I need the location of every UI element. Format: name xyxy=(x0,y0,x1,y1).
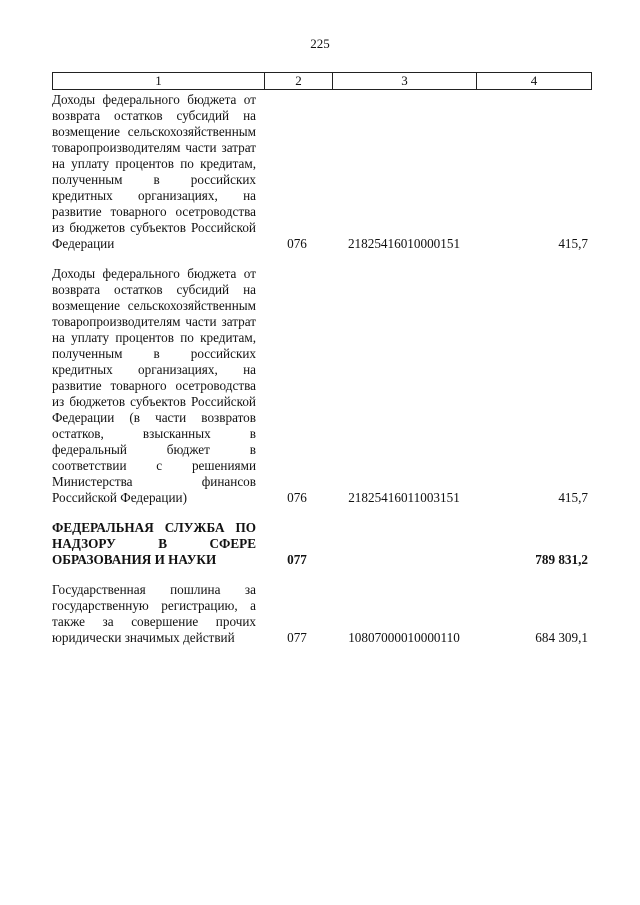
row-chapter-code: 076 xyxy=(287,236,307,251)
table-row xyxy=(52,92,592,252)
header-col-2: 2 xyxy=(265,73,333,89)
header-col-3: 3 xyxy=(333,73,477,89)
row-classification-code: 21825416010000151 xyxy=(347,236,461,251)
row-amount: 415,7 xyxy=(558,490,588,505)
row-classification-code: 10807000010000110 xyxy=(348,630,460,645)
row-name: Доходы федерального бюджета от возврата остатков субсидий на возмещение сельскохозяйственным товаропроизводителям части затрат на уплату процентов по кредитам, полученным в российских кредитных организациях, на развитие товарного осетроводства из бюджетов субъектов Российской Федерации xyxy=(52,92,256,251)
row-amount: 789 831,2 xyxy=(535,552,588,567)
row-amount: 415,7 xyxy=(558,236,588,251)
row-chapter-code: 077 xyxy=(287,630,307,645)
row-chapter-code: 077 xyxy=(287,552,307,567)
table-body xyxy=(52,92,592,646)
row-name: Государственная пошлина за государственную регистрацию, а также за совершение прочих юридически значимых действий xyxy=(52,582,256,645)
row-classification-code: 21825416011003151 xyxy=(348,490,460,505)
row-name: Доходы федерального бюджета от возврата остатков субсидий на возмещение сельскохозяйственным товаропроизводителям части затрат на уплату процентов по кредитам, полученным в российских кредитных организациях, на развитие товарного осетроводства из бюджетов субъектов Российской Федерации (в части возвратов остатков, взысканных в федеральный бюджет в соответствии с решениями Министерства финансов Российской Федерации) xyxy=(52,266,256,505)
table-row xyxy=(52,266,592,506)
header-col-1: 1 xyxy=(53,73,265,89)
header-col-4: 4 xyxy=(530,73,538,88)
table-row-section-heading xyxy=(52,520,592,568)
table-header-row xyxy=(52,72,592,90)
row-name: ФЕДЕРАЛЬНАЯ СЛУЖБА ПО НАДЗОРУ В СФЕРЕ ОБРАЗОВАНИЯ И НАУКИ xyxy=(52,520,256,567)
page-number: 225 xyxy=(310,36,330,51)
row-chapter-code: 076 xyxy=(287,490,307,505)
table-row xyxy=(52,582,592,646)
row-amount: 684 309,1 xyxy=(535,630,588,645)
